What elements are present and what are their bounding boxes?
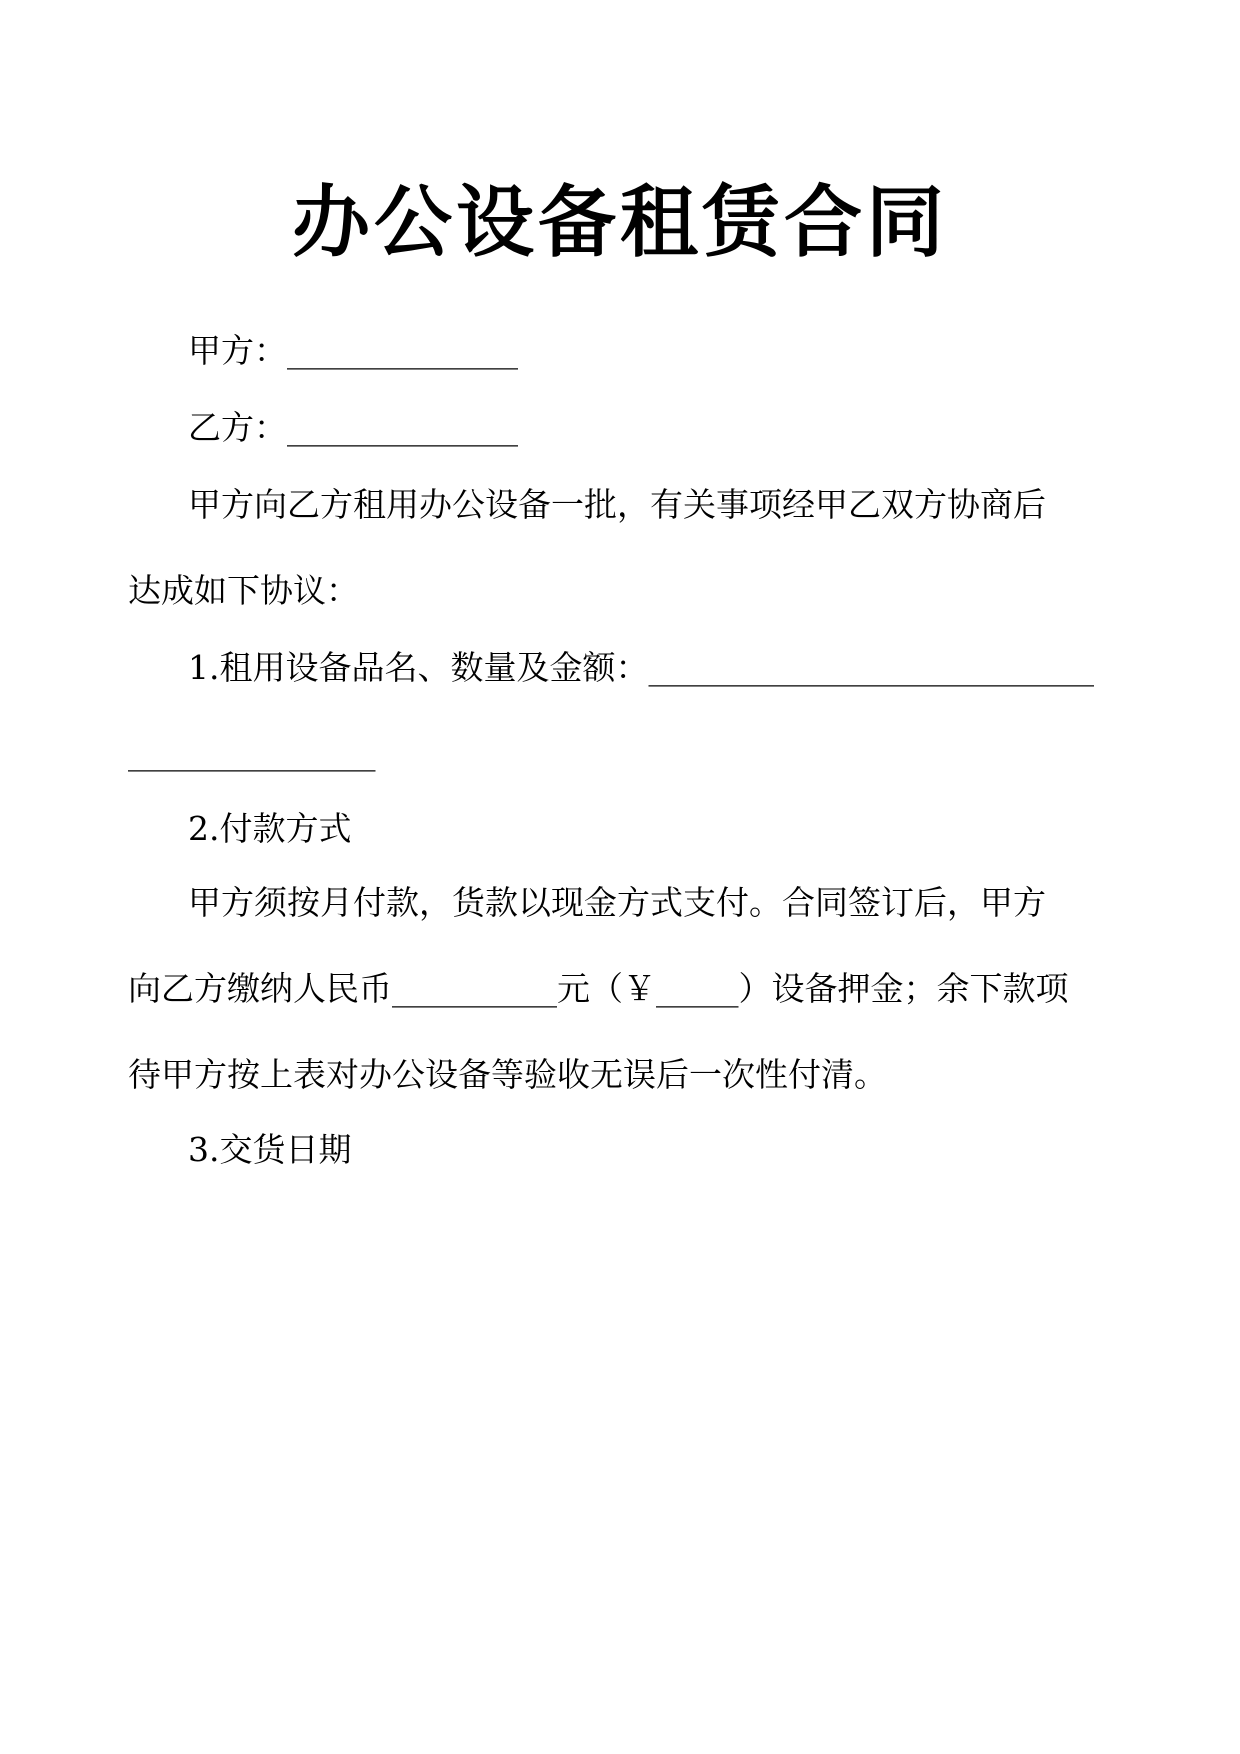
party-b-line: 乙方：______________	[188, 408, 518, 447]
payment-paragraph-line-2: 向乙方缴纳人民币__________元（￥_____）设备押金；余下款项	[128, 969, 1069, 1008]
payment-paragraph-line-3: 待甲方按上表对办公设备等验收无误后一次性付清。	[128, 1055, 887, 1094]
item-2-heading: 2.付款方式	[188, 809, 352, 848]
payment-paragraph-line-1: 甲方须按月付款，货款以现金方式支付。合同签订后，甲方	[188, 883, 1046, 922]
item-1-line-2: _______________	[128, 733, 376, 772]
intro-paragraph-line-2: 达成如下协议：	[128, 571, 359, 610]
intro-paragraph-line-1: 甲方向乙方租用办公设备一批，有关事项经甲乙双方协商后	[188, 485, 1046, 524]
item-1-line-1: 1.租用设备品名、数量及金额：___________________________	[188, 648, 1094, 687]
item-3-heading: 3.交货日期	[188, 1130, 352, 1169]
party-a-line: 甲方：______________	[188, 331, 518, 370]
document-title: 办公设备租赁合同	[291, 178, 948, 268]
